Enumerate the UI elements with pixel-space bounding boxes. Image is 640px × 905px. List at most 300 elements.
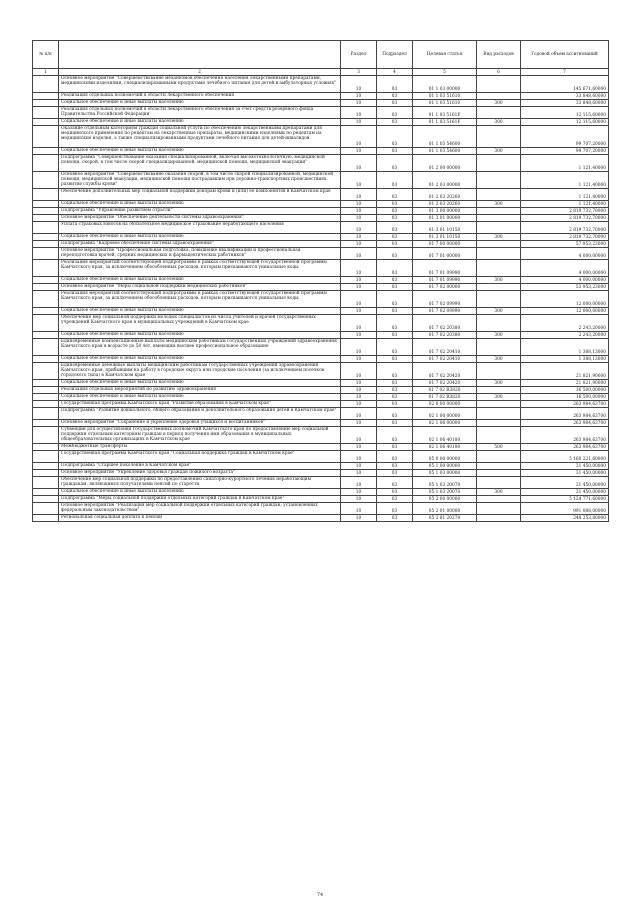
cell-num [33, 503, 59, 515]
cell-amount: 33 848,60000 [521, 100, 609, 107]
cell-name: Социальное обеспечение и иные выплаты населению [59, 100, 341, 107]
cell-amount: 1 121,40000 [521, 155, 609, 172]
cell-amount: 263 984,63700 [521, 408, 609, 420]
cell-name: Социальное обеспечение и иные выплаты населению [59, 394, 341, 401]
cell-name: Реализация мероприятий соответствующей подпрограммы в рамках соответствующей государственной программы Камчатского края, за исключением обособленных расходов, которым присваиваются уникальные коды [59, 291, 341, 308]
cell-name: Единовременные компенсационные выплаты медицинским работникам государственных учреждений здравоохранения Камчатского края в возрасте до 50 лет, имеющим высшее профессиональное образование [59, 339, 341, 356]
table-row [33, 248, 609, 260]
cell-vid [477, 451, 521, 463]
cell-amount: 99 707,20000 [521, 148, 609, 155]
cell-podrazdel: 03 [377, 248, 413, 260]
table-row [33, 241, 609, 248]
cell-vid [477, 427, 521, 444]
table-row [33, 444, 609, 451]
cell-num [33, 155, 59, 172]
cell-tselevaya: 05 1 03 00000 [413, 470, 477, 477]
cell-amount: 263 984,63700 [521, 401, 609, 408]
table-row [33, 100, 609, 107]
cell-vid: 300 [477, 201, 521, 208]
cell-num [33, 284, 59, 291]
cell-tselevaya: 01 7 02 20410 [413, 339, 477, 356]
table-row [33, 93, 609, 100]
cell-podrazdel: 03 [377, 277, 413, 284]
cell-podrazdel: 03 [377, 119, 413, 126]
col-number: 1 [33, 69, 59, 76]
cell-razdel: 10 [341, 222, 377, 234]
cell-num [33, 394, 59, 401]
cell-vid: 300 [477, 234, 521, 241]
cell-amount: 16 500,00000 [521, 387, 609, 394]
cell-vid [477, 222, 521, 234]
cell-podrazdel: 03 [377, 339, 413, 356]
cell-tselevaya: 01 1 03 51610 [413, 93, 477, 100]
cell-vid: 300 [477, 119, 521, 126]
cell-num [33, 315, 59, 332]
cell-name: Основное мероприятие "Реализация мер социальной поддержки отдельных категорий граждан, установленных федеральным законодательством" [59, 503, 341, 515]
cell-name: Основное мероприятие "Совершенствование оказания скорой, в том числе скорой специализированной, медицинской помощи, медицинской эвакуации, медицинской помощи пострадавшим при дорожно-транспортных происшествиях, развития службы крови" [59, 172, 341, 189]
col-number: 6 [477, 69, 521, 76]
cell-name: Социальное обеспечение и иные выплаты населению [59, 332, 341, 339]
cell-tselevaya: 01 7 02 20380 [413, 315, 477, 332]
cell-amount: 33 848,60000 [521, 93, 609, 100]
cell-vid [477, 401, 521, 408]
table-row [33, 427, 609, 444]
cell-podrazdel: 03 [377, 201, 413, 208]
cell-num [33, 76, 59, 93]
cell-razdel: 10 [341, 427, 377, 444]
cell-num [33, 308, 59, 315]
cell-podrazdel: 03 [377, 503, 413, 515]
cell-podrazdel: 03 [377, 148, 413, 155]
table-row [33, 215, 609, 222]
cell-razdel: 10 [341, 444, 377, 451]
cell-vid: 300 [477, 277, 521, 284]
cell-podrazdel: 03 [377, 234, 413, 241]
cell-amount: 21 821,90000 [521, 380, 609, 387]
cell-vid [477, 241, 521, 248]
cell-podrazdel: 03 [377, 451, 413, 463]
cell-name: Реализация отдельных полномочий в области лекарственного обеспечения за счет средств резервного фонда Правительства Российской Федерации [59, 107, 341, 119]
cell-amount: 4 000,00000 [521, 277, 609, 284]
cell-amount: 145 671,60000 [521, 76, 609, 93]
cell-razdel: 10 [341, 277, 377, 284]
cell-num [33, 444, 59, 451]
cell-tselevaya: 01 1 03 5161F [413, 107, 477, 119]
col-number: 4 [377, 69, 413, 76]
cell-amount: 2 819 732,70000 [521, 215, 609, 222]
cell-name: Социальное обеспечение и иные выплаты населению [59, 119, 341, 126]
cell-podrazdel: 03 [377, 394, 413, 401]
cell-tselevaya: 01 2 03 00000 [413, 172, 477, 189]
table-row [33, 339, 609, 356]
cell-amount: 1 388,13000 [521, 356, 609, 363]
cell-podrazdel: 03 [377, 208, 413, 215]
table-row [33, 387, 609, 394]
table-row [33, 332, 609, 339]
cell-name: Основное мероприятие "Укрепление здоровья граждан пожилого возраста" [59, 470, 341, 477]
cell-name: Основное мероприятие "Профессиональная подготовка, повышение квалификации и профессиональная переподготовка врачей, средних медицинских и фармацевтических работников" [59, 248, 341, 260]
table-row [33, 401, 609, 408]
cell-vid [477, 408, 521, 420]
table-row [33, 107, 609, 119]
cell-razdel: 10 [341, 308, 377, 315]
cell-tselevaya: 02 0 00 00000 [413, 401, 477, 408]
cell-num [33, 380, 59, 387]
cell-num [33, 463, 59, 470]
cell-razdel: 10 [341, 463, 377, 470]
cell-podrazdel: 03 [377, 260, 413, 277]
cell-vid [477, 93, 521, 100]
table-row [33, 463, 609, 470]
header-tselevaya: Целевая статья [413, 41, 477, 69]
cell-amount: 57 953,23000 [521, 241, 609, 248]
cell-podrazdel: 03 [377, 356, 413, 363]
cell-vid [477, 189, 521, 201]
cell-amount: 31 450,00000 [521, 489, 609, 496]
cell-num [33, 107, 59, 119]
cell-vid [477, 420, 521, 427]
table-row [33, 408, 609, 420]
cell-name: Подпрограмма "Старшее поколение в Камчатском крае" [59, 463, 341, 470]
cell-tselevaya: 05 1 00 00000 [413, 463, 477, 470]
cell-num [33, 241, 59, 248]
cell-amount: 31 450,00000 [521, 477, 609, 489]
cell-podrazdel: 03 [377, 515, 413, 522]
cell-razdel: 10 [341, 172, 377, 189]
cell-razdel: 10 [341, 477, 377, 489]
cell-name: Обеспечение мер социальной поддержки молодых специалистов из числа учителей и врачей государственных учреждений Камчатского края в муниципальных учреждений в Камчатском крае [59, 315, 341, 332]
cell-num [33, 234, 59, 241]
cell-amount: 16 500,00000 [521, 394, 609, 401]
cell-amount: 2 243,20000 [521, 315, 609, 332]
cell-vid [477, 315, 521, 332]
cell-amount: 12 000,00000 [521, 308, 609, 315]
table-row [33, 470, 609, 477]
cell-vid: 300 [477, 100, 521, 107]
cell-tselevaya: 01 7 02 20410 [413, 356, 477, 363]
cell-vid [477, 248, 521, 260]
cell-razdel: 10 [341, 408, 377, 420]
cell-razdel: 10 [341, 451, 377, 463]
cell-amount: 53 953,23000 [521, 284, 609, 291]
cell-amount: 4 000,00000 [521, 248, 609, 260]
cell-razdel: 10 [341, 126, 377, 148]
cell-razdel: 10 [341, 470, 377, 477]
cell-razdel: 10 [341, 215, 377, 222]
table-row [33, 284, 609, 291]
cell-tselevaya: 01 7 02 20420 [413, 363, 477, 380]
header-podrazdel: Подраздел [377, 41, 413, 69]
cell-podrazdel: 03 [377, 463, 413, 470]
cell-vid [477, 463, 521, 470]
cell-amount: 2 243,20000 [521, 332, 609, 339]
cell-razdel: 10 [341, 380, 377, 387]
cell-podrazdel: 03 [377, 496, 413, 503]
cell-num [33, 100, 59, 107]
header-amount: Годовой объем ассигнований [521, 41, 609, 69]
cell-num [33, 260, 59, 277]
table-row [33, 234, 609, 241]
cell-tselevaya: 01 1 03 5161F [413, 119, 477, 126]
cell-razdel: 10 [341, 119, 377, 126]
cell-razdel: 10 [341, 241, 377, 248]
cell-name: Социальное обеспечение и иные выплаты населению [59, 277, 341, 284]
cell-name: Основное мероприятие "Совершенствование механизмов обеспечения населения лекарственными препаратами, медицинскими изделиями, специализированными продуктами лечебного питания для детей в амбулаторных условиях" [59, 76, 341, 93]
cell-amount: 1 121,40000 [521, 201, 609, 208]
table-row [33, 489, 609, 496]
table-row [33, 76, 609, 93]
cell-razdel: 10 [341, 155, 377, 172]
cell-tselevaya: 05 2 01 20270 [413, 515, 477, 522]
cell-podrazdel: 03 [377, 308, 413, 315]
cell-num [33, 401, 59, 408]
cell-num [33, 451, 59, 463]
cell-podrazdel: 03 [377, 427, 413, 444]
cell-tselevaya: 01 2 00 00000 [413, 155, 477, 172]
col-number: 2 [59, 69, 341, 76]
cell-amount: 263 984,63700 [521, 444, 609, 451]
table-row [33, 451, 609, 463]
cell-num [33, 332, 59, 339]
cell-name: Государственная программа Камчатского края "Развитие образования в Камчатском крае" [59, 401, 341, 408]
cell-tselevaya: 01 7 01 00000 [413, 248, 477, 260]
cell-amount: 12 115,60000 [521, 119, 609, 126]
cell-vid [477, 515, 521, 522]
table-row [33, 356, 609, 363]
cell-vid [477, 291, 521, 308]
cell-tselevaya: 01 1 03 54600 [413, 148, 477, 155]
cell-podrazdel: 03 [377, 172, 413, 189]
cell-name: Субвенции для осуществления государственных полномочий Камчатского края по предоставлению мер социальной поддержки отдельным категориям граждан в период получения ими образования в муниципальных общеобразовательных организациях в Камчатском крае [59, 427, 341, 444]
cell-podrazdel: 03 [377, 222, 413, 234]
cell-name: Основное мероприятие "Сохранение и укрепление здоровья учащихся и воспитанников" [59, 420, 341, 427]
cell-name: Реализация мероприятий соответствующей подпрограммы в рамках соответствующей государственной программы Камчатского края, за исключением обособленных расходов, которым присваиваются уникальные коды [59, 260, 341, 277]
table-row [33, 291, 609, 308]
cell-amount: 4 000,00000 [521, 260, 609, 277]
cell-tselevaya: 01 3 01 00000 [413, 215, 477, 222]
cell-name: Основное мероприятие "Меры социальной поддержки медицинских работников" [59, 284, 341, 291]
cell-name: Межбюджетные трансферты [59, 444, 341, 451]
cell-razdel: 10 [341, 93, 377, 100]
table-row [33, 172, 609, 189]
table-row [33, 503, 609, 515]
cell-amount: 1 121,40000 [521, 189, 609, 201]
cell-name: Обеспечение дополнительных мер социальной поддержки донорам крови и (или) ее компонентов в Камчатском крае [59, 189, 341, 201]
cell-num [33, 356, 59, 363]
cell-razdel: 10 [341, 148, 377, 155]
cell-name: Основное мероприятие "Обеспечение деятельности системы здравоохранения" [59, 215, 341, 222]
cell-amount: 5 124 771,60000 [521, 496, 609, 503]
cell-razdel: 10 [341, 291, 377, 308]
col-number: 3 [341, 69, 377, 76]
cell-name: Обеспечение мер социальной поддержки по предоставлению санаторно-курортного лечения неработающим гражданам, являющимся получателями пенсий по старости [59, 477, 341, 489]
cell-podrazdel: 03 [377, 315, 413, 332]
cell-vid [477, 284, 521, 291]
table-row [33, 189, 609, 201]
cell-name: Уплата страховых взносов на обязательное медицинское страхование неработающего населения [59, 222, 341, 234]
cell-tselevaya: 02 1 06 40180 [413, 427, 477, 444]
cell-razdel: 10 [341, 260, 377, 277]
cell-vid [477, 172, 521, 189]
page-number: 74 [316, 892, 324, 898]
cell-vid [477, 363, 521, 380]
cell-razdel: 10 [341, 387, 377, 394]
cell-vid: 300 [477, 148, 521, 155]
cell-vid [477, 260, 521, 277]
table-row [33, 515, 609, 522]
cell-tselevaya: 05 0 00 00000 [413, 451, 477, 463]
cell-tselevaya: 02 1 06 40180 [413, 444, 477, 451]
cell-num [33, 277, 59, 284]
cell-podrazdel: 03 [377, 241, 413, 248]
cell-amount: 5 160 221,60000 [521, 451, 609, 463]
cell-vid [477, 387, 521, 394]
cell-tselevaya: 01 7 02 20380 [413, 332, 477, 339]
cell-amount: 263 984,63700 [521, 420, 609, 427]
cell-amount: 12 115,60000 [521, 107, 609, 119]
cell-tselevaya: 02 1 06 00000 [413, 420, 477, 427]
cell-razdel: 10 [341, 489, 377, 496]
table-row [33, 477, 609, 489]
cell-tselevaya: 01 2 03 20260 [413, 189, 477, 201]
cell-tselevaya: 01 1 03 00000 [413, 76, 477, 93]
cell-vid: 300 [477, 489, 521, 496]
table-row [33, 126, 609, 148]
cell-vid [477, 215, 521, 222]
cell-vid [477, 496, 521, 503]
cell-razdel: 10 [341, 356, 377, 363]
table-body [33, 76, 609, 522]
cell-num [33, 291, 59, 308]
cell-podrazdel: 03 [377, 284, 413, 291]
cell-podrazdel: 03 [377, 477, 413, 489]
cell-tselevaya: 01 7 02 R3820 [413, 387, 477, 394]
cell-razdel: 10 [341, 208, 377, 215]
table-row [33, 222, 609, 234]
cell-amount: 1 121,40000 [521, 172, 609, 189]
cell-vid: 300 [477, 308, 521, 315]
cell-name: Региональная социальная доплата к пенсии [59, 515, 341, 522]
column-number-row [33, 69, 609, 76]
cell-razdel: 10 [341, 401, 377, 408]
cell-tselevaya: 01 2 03 20260 [413, 201, 477, 208]
cell-podrazdel: 03 [377, 93, 413, 100]
cell-name: Оказание отдельным категориям граждан социальной услуги по обеспечению лекарственными препаратами для медицинского применения по рецептам на лекарственные препараты, медицинскими изделиями по рецептам на медицинские изделия, а также специализированными продуктами лечебного питания для детей-инвалидов [59, 126, 341, 148]
table-row [33, 201, 609, 208]
cell-podrazdel: 03 [377, 380, 413, 387]
cell-razdel: 10 [341, 332, 377, 339]
cell-podrazdel: 03 [377, 126, 413, 148]
cell-num [33, 248, 59, 260]
cell-num [33, 477, 59, 489]
cell-tselevaya: 01 1 03 54600 [413, 126, 477, 148]
cell-podrazdel: 03 [377, 470, 413, 477]
cell-tselevaya: 01 7 02 09990 [413, 308, 477, 315]
cell-name: Государственная программа Камчатского края "Социальная поддержка граждан в Камчатском крае" [59, 451, 341, 463]
cell-name: Социальное обеспечение и иные выплаты населению [59, 380, 341, 387]
header-num: № п/п [33, 41, 59, 69]
cell-amount: 2 819 732,70000 [521, 222, 609, 234]
cell-tselevaya: 05 1 03 20070 [413, 489, 477, 496]
cell-amount: 1 388,13000 [521, 339, 609, 356]
cell-razdel: 10 [341, 496, 377, 503]
table-row [33, 277, 609, 284]
cell-razdel: 10 [341, 100, 377, 107]
cell-podrazdel: 03 [377, 387, 413, 394]
cell-razdel: 10 [341, 284, 377, 291]
table-row [33, 148, 609, 155]
cell-amount: 31 450,00000 [521, 470, 609, 477]
cell-num [33, 172, 59, 189]
table-row [33, 380, 609, 387]
cell-name: Подпрограмма "Развитие дошкольного, общего образования и дополнительного образования детей в Камчатском крае" [59, 408, 341, 420]
cell-amount: 2 819 732,70000 [521, 208, 609, 215]
cell-vid: 300 [477, 380, 521, 387]
cell-tselevaya: 05 1 03 20070 [413, 477, 477, 489]
cell-name: Подпрограмма "Совершенствование оказания специализированной, включая высокотехнологичную, медицинской помощи, скорой, в том числе скорой специализированной, медицинской помощи, медицинской эвакуации" [59, 155, 341, 172]
cell-amount: 31 450,00000 [521, 463, 609, 470]
cell-razdel: 10 [341, 248, 377, 260]
cell-amount: 2 819 732,70000 [521, 234, 609, 241]
cell-razdel: 10 [341, 339, 377, 356]
cell-podrazdel: 03 [377, 444, 413, 451]
cell-name: Подпрограмма "Кадровое обеспечение системы здравоохранения" [59, 241, 341, 248]
cell-name: Подпрограмма "Управление развитием отрасли" [59, 208, 341, 215]
cell-num [33, 387, 59, 394]
cell-name: Социальное обеспечение и иные выплаты населению [59, 201, 341, 208]
table-row [33, 315, 609, 332]
cell-podrazdel: 03 [377, 489, 413, 496]
cell-name: Социальное обеспечение и иные выплаты населению [59, 356, 341, 363]
cell-tselevaya: 01 7 02 00000 [413, 284, 477, 291]
cell-vid [477, 155, 521, 172]
cell-razdel: 10 [341, 189, 377, 201]
cell-razdel: 10 [341, 503, 377, 515]
cell-num [33, 201, 59, 208]
col-number: 7 [521, 69, 609, 76]
cell-num [33, 119, 59, 126]
cell-amount: 263 984,63700 [521, 427, 609, 444]
cell-num [33, 93, 59, 100]
cell-tselevaya: 01 7 01 09990 [413, 260, 477, 277]
cell-num [33, 470, 59, 477]
cell-name: Социальное обеспечение и иные выплаты населению [59, 148, 341, 155]
cell-podrazdel: 03 [377, 408, 413, 420]
cell-num [33, 215, 59, 222]
cell-num [33, 126, 59, 148]
table-row [33, 155, 609, 172]
cell-podrazdel: 03 [377, 155, 413, 172]
cell-name: Социальное обеспечение и иные выплаты населению [59, 308, 341, 315]
table-row [33, 208, 609, 215]
cell-vid [477, 76, 521, 93]
cell-num [33, 208, 59, 215]
budget-table [32, 40, 609, 522]
cell-razdel: 10 [341, 107, 377, 119]
cell-tselevaya: 01 7 02 20420 [413, 380, 477, 387]
table-row [33, 260, 609, 277]
cell-podrazdel: 03 [377, 401, 413, 408]
cell-vid [477, 339, 521, 356]
header-vid: Вид расходов [477, 41, 521, 69]
cell-vid: 500 [477, 444, 521, 451]
cell-vid: 300 [477, 332, 521, 339]
table-row [33, 420, 609, 427]
cell-tselevaya: 01 7 01 09990 [413, 277, 477, 284]
budget-table-sheet [32, 40, 608, 522]
cell-tselevaya: 01 3 01 10150 [413, 234, 477, 241]
cell-tselevaya: 01 7 00 00000 [413, 241, 477, 248]
